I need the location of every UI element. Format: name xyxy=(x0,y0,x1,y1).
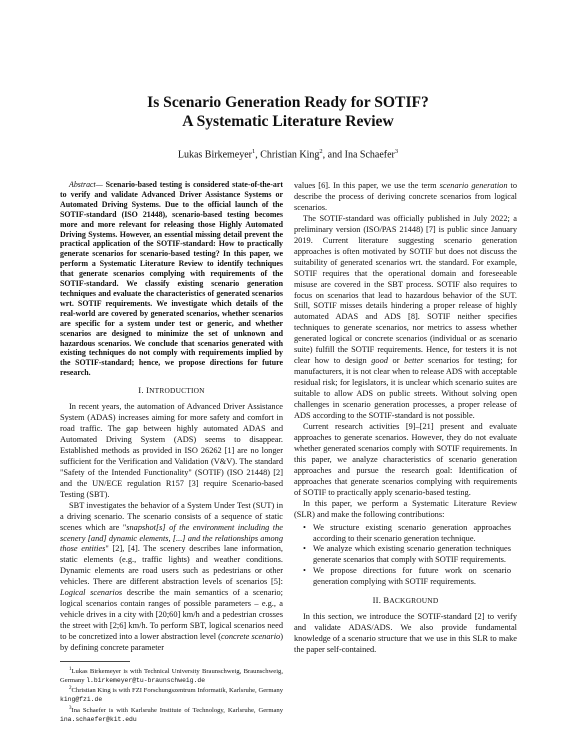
list-item: • We propose directions for future work on scenario generation complying with SOTIF requirements. xyxy=(294,566,517,588)
term-better: better xyxy=(404,356,424,366)
right-paragraph-2: Current research activities [9]–[21] present and evaluate approaches to generate scenarios. However, they do not evaluate whether generated scenarios comply with SOTIF requirements. In this paper, we analyze characteristics of scenario generation approaches and pursue the research goal: Identification of approaches that generate scenarios complying with requirements of SOTIF to practically apply scenario-based testing. xyxy=(294,421,517,497)
text-run: to describe the process of deriving concrete scenarios from logical scenarios. xyxy=(294,181,517,212)
text-run: values [6]. In this paper, we use the term xyxy=(294,181,440,190)
list-item: • We structure existing scenario generation approaches according to their scenario generation technique. xyxy=(294,523,517,545)
footnote-3 xyxy=(60,705,283,724)
footnote-text: Ina Schaefer is with Karlsruhe Institute of Technology, Karlsruhe, Germany xyxy=(71,706,283,714)
section-initial: I xyxy=(146,385,150,396)
footnote-rule xyxy=(60,661,130,662)
author-separator: , and xyxy=(322,149,345,161)
footnote-mark: 3 xyxy=(69,705,72,711)
abstract-lead: Abstract— xyxy=(69,180,103,189)
text-run: scenarios for testing; for manufacturers, it is not clear when to release ADS with acceptable residual risk; for legislators, it is unclear which scenario suites are suitable to allow ADS on public streets. Without solving open challenges in scenario generation processes, a proper release of ADS according to the SOTIF-standard is not possible. xyxy=(294,356,517,421)
footnote-mark: 1 xyxy=(69,667,72,672)
abstract-body: Scenario-based testing is considered state-of-the-art to verify and validate Advanced Driver Assistance Systems or Automated Driving Systems. Due to the official launch of the SOTIF-standard (ISO 21448), scenario-based testing becomes more and more relevant for releasing those Highly Automated Driving Systems. However, an essential missing detail prevent the practical application of the SOTIF-standard: How to practically generate scenarios for scenario-based testing? In this paper, we perform a Systematic Literature Review to identify techniques that generate scenarios complying with requirements of the SOTIF-standard. We classify existing scenario generation techniques and evaluate the characteristics of generated scenarios wrt. SOTIF requirements. We investigate which details of the real-world are covered by generated scenarios, whether scenarios are specific for a system under test or generic, and whether scenarios are designed to minimize the set of unknown and hazardous scenarios. We conclude that scenarios generated with existing techniques do not comply with requirements implied by the SOTIF-standard; hence, we propose directions for future research. xyxy=(60,180,283,378)
section-rest: NTRODUCTION xyxy=(149,386,205,396)
title-line-2: A Systematic Literature Review xyxy=(182,113,394,130)
section-heading-introduction xyxy=(60,385,283,397)
section-rest: ACKGROUND xyxy=(389,596,439,606)
paper-title xyxy=(0,93,576,131)
background-paragraph-1: In this section, we introduce the SOTIF-standard [2] to verify and validate ADAS/ADS. We also provide fundamental knowledge of a scenario structure that we use in this SLR to make the paper self-contained. xyxy=(294,612,517,655)
quoted-definition: snapshot[s] of the environment including the scenery [and] dynamic elements, [...] and the relationships among those entities xyxy=(60,522,283,554)
author-mark: 3 xyxy=(394,148,399,155)
list-item: • We analyze which existing scenario generation techniques generate scenarios that comply with SOTIF requirements. xyxy=(294,544,517,566)
abstract xyxy=(60,180,283,378)
text-run: " [2], [4]. The scenery describes lane information, static elements (e.g., traffic lights) and weather conditions. Dynamic elements are road users such as pedestrians or other vehicles. There are different abstraction levels of scenarios [5]: xyxy=(60,544,284,587)
term-scenario-generation: scenario generation xyxy=(439,181,508,190)
text-run: SBT investigates the behavior of a System Under Test (SUT) in a driving scenario. The scenario consists of a sequence of static scenes which are " xyxy=(60,500,283,532)
footnote-text: Christian King is with FZI Forschungszentrum Informatik, Karlsruhe, Germany xyxy=(71,687,283,695)
right-column xyxy=(294,181,517,656)
footnote-2 xyxy=(60,685,283,704)
right-paragraph-1 xyxy=(294,214,517,422)
section-initial: B xyxy=(383,595,390,606)
title-line-1: Is Scenario Generation Ready for SOTIF? xyxy=(147,94,429,111)
term-logical-scenarios: Logical scenarios xyxy=(60,588,123,598)
left-column xyxy=(60,180,283,724)
author-mark: 2 xyxy=(319,148,323,155)
right-paragraph-0 xyxy=(294,181,517,214)
intro-paragraph-1: In recent years, the automation of Advanced Driver Assistance System (ADAS) increases aiming for more safety and comfort in road traffic. The gap between highly automated ADAS and Automated Driving System (ADS) seems to disappear. Established methods as provided in ISO 26262 [1] are no longer sufficient for the Verification and Validation (V&V). The standard "Safety of the Intended Functionality" (SOTIF) (ISO 21448) [2] and the UN/ECE regulation R157 [3] require Scenario-based Testing (SBT). xyxy=(60,402,283,499)
section-number: II. xyxy=(372,595,384,606)
footnote-email: l.birkemeyer@tu-braunschweig.de xyxy=(86,676,206,684)
author-mark: 1 xyxy=(252,148,256,155)
author-name: Christian King xyxy=(260,149,320,161)
section-number: I. xyxy=(138,385,147,396)
section-heading-background xyxy=(294,595,517,607)
footnote-email: ina.schaefer@kit.edu xyxy=(60,715,137,723)
author-name: Lukas Birkemeyer xyxy=(177,149,252,161)
footnote-text: Lukas Birkemeyer is with Technical University Braunschweig, Braunschweig, Germany xyxy=(60,668,283,684)
text-run: or xyxy=(387,356,405,366)
footnote-mark: 2 xyxy=(69,686,72,692)
contribution-list xyxy=(294,523,517,589)
author-separator: , xyxy=(255,149,261,161)
intro-paragraph-2 xyxy=(60,501,283,654)
right-paragraph-3: In this paper, we perform a Systematic Literature Review (SLR) and make the following contributions: xyxy=(294,498,517,519)
author-name: Ina Schaefer xyxy=(344,149,395,161)
term-good: good xyxy=(371,356,388,366)
footnote-email: king@fzi.de xyxy=(60,696,103,704)
text-run: ) by defining concrete parameter xyxy=(60,632,284,653)
term-concrete-scenario: concrete scenario xyxy=(220,632,281,642)
author-list xyxy=(0,148,576,160)
text-run: The SOTIF-standard was officially published in July 2022; a preliminary version (ISO/PAS 21448) [7] is public since January 2019. Current literature suggesting scenario generation approaches is often motivated by SOTIF but does not discuss the suitability of generated scenarios wrt. the standard. For example, SOTIF requires that the operational domain and foreseeable misuse are covered in the SBT process. SOTIF also requires to focus on scenarios that lead to hazardous behavior of the SUT. Still, SOTIF misses details hindering a proper release of highly automated ADAS and ADS [8]. SOTIF neither specifies techniques to generate scenarios, nor metrics to assess whether generated logical or concrete scenarios (individual or as scenario suite) fulfill the SOTIF requirements. Hence, for testers it is not clear how to design xyxy=(294,213,517,366)
text-run: describe the main semantics of a scenario; logical scenarios contain ranges of possible parameters – e.g., a vehicle drives in a city with [20;60] km/h and a pedestrian crosses the street with [2;6] km/h. To perform SBT, logical scenarios need to be concretized into a lower abstraction level ( xyxy=(60,588,283,642)
footnote-1 xyxy=(60,666,283,685)
